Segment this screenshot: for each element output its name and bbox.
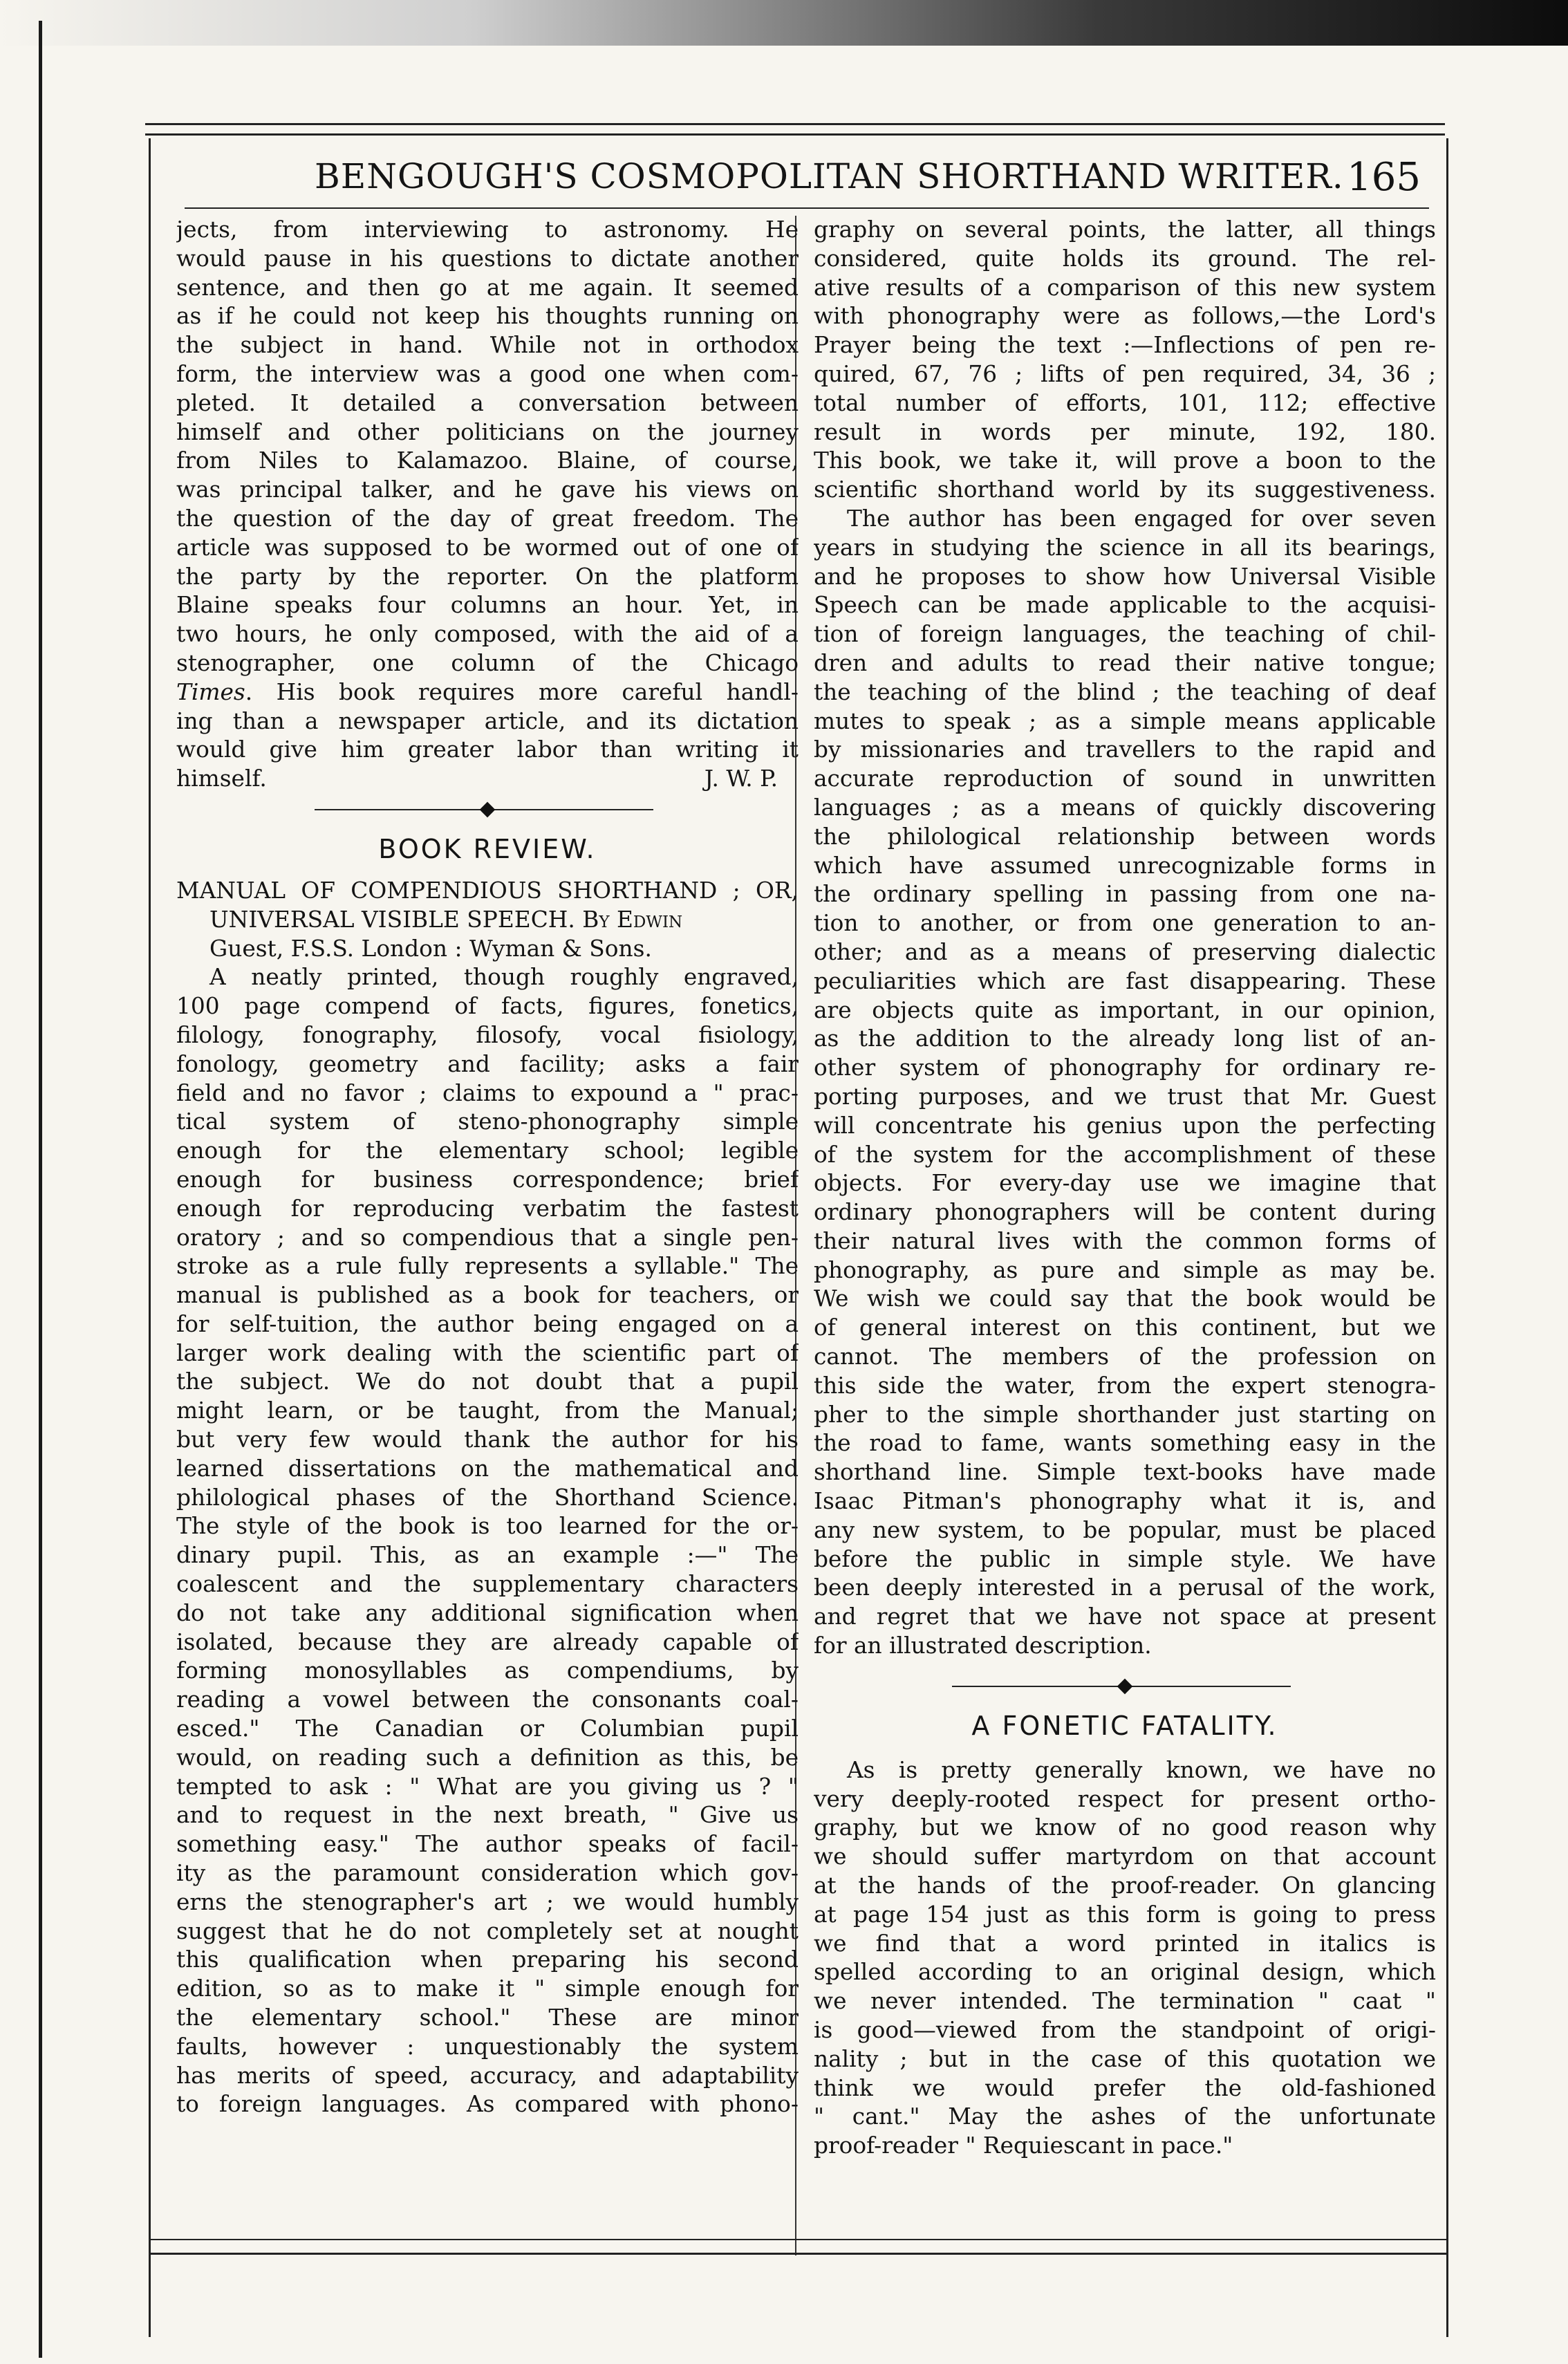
diamond-ornament-icon	[1117, 1679, 1133, 1695]
top-rule	[145, 133, 1445, 136]
text-line: mutes to speak ; as a simple means applicable	[814, 707, 1436, 734]
text-line: stroke as a rule fully represents a syllable." The	[176, 1253, 799, 1280]
signature-line	[176, 765, 799, 794]
text-line: would, on reading such a definition as this, be	[176, 1744, 799, 1771]
text-line: by missionaries and travellers to the rapid and	[814, 736, 1436, 763]
text-line: is good—viewed from the standpoint of origi-	[814, 2017, 1436, 2044]
text-line: as if he could not keep his thoughts running on	[176, 303, 799, 330]
page-frame	[149, 138, 1448, 2337]
text-line: philological phases of the Shorthand Science.	[176, 1484, 799, 1511]
text-line: phonography, as pure and simple as may be.	[814, 1256, 1436, 1283]
text-line: very deeply-rooted respect for present ortho-	[814, 1785, 1436, 1812]
text-line: coalescent and the supplementary characters	[176, 1571, 799, 1598]
top-rule	[145, 123, 1445, 125]
text-line: pleted. It detailed a conversation between	[176, 389, 799, 416]
continued-paragraph	[176, 216, 799, 794]
text-line: We wish we could say that the book would be	[814, 1285, 1436, 1312]
text-line: think we would prefer the old-fashioned	[814, 2074, 1436, 2101]
text-line: dren and adults to read their native tongue;	[814, 649, 1436, 676]
bottom-rule	[149, 2239, 1448, 2240]
text-line: from Niles to Kalamazoo. Blaine, of course,	[176, 447, 799, 474]
text-line: but very few would thank the author for his	[176, 1426, 799, 1453]
text-line: which have assumed unrecognizable forms in	[814, 852, 1436, 879]
text-line: and he proposes to show how Universal Visible	[814, 563, 1436, 590]
text-line: " cant." May the ashes of the unfortunate	[814, 2103, 1436, 2130]
text-line: any new system, to be popular, must be placed	[814, 1516, 1436, 1543]
text-line: ordinary phonographers will be content during	[814, 1199, 1436, 1226]
text-line: The style of the book is too learned for the or-	[176, 1513, 799, 1540]
running-title: BENGOUGH'S COSMOPOLITAN SHORTHAND WRITER.	[315, 156, 1344, 196]
text-line: As is pretty generally known, we have no	[847, 1756, 1436, 1783]
bib-line: MANUAL OF COMPENDIOUS SHORTHAND ; OR,	[176, 877, 799, 904]
text-line: to foreign languages. As compared with phono-	[176, 2091, 799, 2118]
text-line: has merits of speed, accuracy, and adaptability	[176, 2062, 799, 2089]
text-line: filology, fonography, filosofy, vocal fisiology,	[176, 1021, 799, 1048]
text-line: tion to another, or from one generation to an-	[814, 910, 1436, 937]
section-ornament	[814, 1670, 1436, 1705]
text-line: of general interest on this continent, but we	[814, 1314, 1436, 1341]
text-line: we never intended. The termination " caat "	[814, 1988, 1436, 2015]
text-line: their natural lives with the common forms of	[814, 1227, 1436, 1254]
text-line: enough for reproducing verbatim the fastest	[176, 1195, 799, 1222]
text-line: for an illustrated description.	[814, 1632, 1152, 1659]
text-line: the subject in hand. While not in orthodox	[176, 332, 799, 359]
frame-left-rule	[149, 138, 151, 2337]
text-line: oratory ; and so compendious that a single pen-	[176, 1224, 799, 1251]
text-line: ity as the paramount consideration which gov-	[176, 1860, 799, 1887]
text-line: will concentrate his genius upon the perfecting	[814, 1112, 1436, 1139]
binding-edge-rule	[39, 21, 42, 2358]
text-line: faults, however : unquestionably the system	[176, 2033, 799, 2060]
text-line: at page 154 just as this form is going to press	[814, 1901, 1436, 1928]
page-number: 165	[1347, 155, 1421, 200]
text-line: peculiarities which are fast disappearing. These	[814, 967, 1436, 994]
text-line: objects. For every-day use we imagine that	[814, 1170, 1436, 1197]
text-line: Times. His book requires more careful handl-	[176, 678, 799, 705]
text-line: considered, quite holds its ground. The rel-	[814, 245, 1436, 272]
text-line: graphy on several points, the latter, all things	[814, 216, 1436, 243]
text-line: sentence, and then go at me again. It seemed	[176, 274, 799, 301]
text-line: tempted to ask : " What are you giving us ? "	[176, 1773, 799, 1800]
text-line: dinary pupil. This, as an example :—" The	[176, 1542, 799, 1569]
text-line: porting purposes, and we trust that Mr. Guest	[814, 1083, 1436, 1110]
section-ornament	[176, 794, 799, 828]
text-line: enough for business correspondence; brief	[176, 1166, 799, 1193]
text-line: might learn, or be taught, from the Manual;	[176, 1397, 799, 1424]
text-line: languages ; as a means of quickly discovering	[814, 794, 1436, 821]
text-line: ing than a newspaper article, and its dictation	[176, 707, 799, 734]
text-line: learned dissertations on the mathematical and	[176, 1455, 799, 1482]
text-line: tical system of steno-phonography simple	[176, 1108, 799, 1135]
italic-word: Times	[176, 678, 245, 705]
text-line: Prayer being the text :—Inflections of pen re-	[814, 332, 1436, 359]
text-line: been deeply interested in a perusal of the work,	[814, 1574, 1436, 1601]
text-line: this qualification when preparing his second	[176, 1946, 799, 1973]
frame-right-rule	[1446, 138, 1448, 2337]
bibliographic-entry	[176, 877, 799, 963]
text-line: the philological relationship between words	[814, 823, 1436, 850]
text-line: the road to fame, wants something easy in the	[814, 1430, 1436, 1457]
text-line: manual is published as a book for teachers, or	[176, 1282, 799, 1309]
text-line: years in studying the science in all its bearings,	[814, 534, 1436, 561]
text-line: graphy, but we know of no good reason why	[814, 1814, 1436, 1841]
text-line: larger work dealing with the scientific part of	[176, 1339, 799, 1366]
text-line: fonology, geometry and facility; asks a fair	[176, 1050, 799, 1077]
text-line: forming monosyllables as compendiums, by	[176, 1657, 799, 1684]
text-line: proof-reader " Requiescant in pace."	[814, 2132, 1233, 2159]
text-line: esced." The Canadian or Columbian pupil	[176, 1715, 799, 1742]
text-line: The author has been engaged for over seven	[847, 505, 1436, 532]
text-line: cannot. The members of the profession on	[814, 1343, 1436, 1370]
text-line: spelled according to an original design, which	[814, 1959, 1436, 1986]
text-line: suggest that he do not completely set at nought	[176, 1917, 799, 1944]
text-line: shorthand line. Simple text-books have made	[814, 1459, 1436, 1486]
text-line: enough for the elementary school; legible	[176, 1137, 799, 1164]
text-line: isolated, because they are already capable of	[176, 1628, 799, 1655]
text-line: the subject. We do not doubt that a pupil	[176, 1368, 799, 1395]
text-line: would pause in his questions to dictate another	[176, 245, 799, 272]
text-line: A neatly printed, though roughly engraved,	[209, 964, 799, 991]
fatality-paragraph	[814, 1756, 1436, 2161]
right-column	[814, 216, 1436, 2161]
text-line: result in words per minute, 192, 180.	[814, 418, 1436, 445]
review-continued-paragraph	[814, 216, 1436, 1661]
closing-text: himself.	[176, 765, 267, 792]
review-paragraph	[176, 963, 799, 2119]
text-line: was principal talker, and he gave his views on	[176, 476, 799, 503]
text-line: ative results of a comparison of this new system	[814, 274, 1436, 301]
text-line: the teaching of the blind ; the teaching of deaf	[814, 678, 1436, 705]
text-line: stenographer, one column of the Chicago	[176, 649, 799, 676]
text-line: Isaac Pitman's phonography what it is, and	[814, 1488, 1436, 1515]
text-line: tion of foreign languages, the teaching of chil-	[814, 621, 1436, 648]
text-line: as the addition to the already long list of an-	[814, 1025, 1436, 1052]
text-line: this side the water, from the expert stenogra-	[814, 1372, 1436, 1399]
text-line: Blaine speaks four columns an hour. Yet, in	[176, 592, 799, 619]
text-line: the ordinary spelling in passing from one na-	[814, 881, 1436, 908]
text-line: edition, so as to make it " simple enough for	[176, 1975, 799, 2002]
text-line: we should suffer martyrdom on that account	[814, 1843, 1436, 1870]
text-line: at the hands of the proof-reader. On glancing	[814, 1872, 1436, 1899]
text-line: pher to the simple shorthander just starting on	[814, 1401, 1436, 1428]
text-line: field and no favor ; claims to expound a " prac-	[176, 1079, 799, 1106]
header-rule	[185, 207, 1429, 209]
text-line: form, the interview was a good one when com-	[176, 360, 799, 387]
text-line: erns the stenographer's art ; we would humbly	[176, 1888, 799, 1915]
text-line: article was supposed to be wormed out of one of	[176, 534, 799, 561]
text-line: and regret that we have not space at present	[814, 1603, 1436, 1630]
text-line: other system of phonography for ordinary re-	[814, 1054, 1436, 1081]
running-header	[149, 151, 1448, 206]
text-line: are objects quite as important, in our opinion,	[814, 996, 1436, 1023]
text-line: do not take any additional signification when	[176, 1599, 799, 1626]
text-line: himself and other politicians on the journey	[176, 418, 799, 445]
bib-line: Guest, F.S.S. London : Wyman & Sons.	[209, 935, 652, 962]
text-line: scientific shorthand world by its suggestiveness.	[814, 476, 1436, 503]
diamond-ornament-icon	[480, 802, 496, 818]
text-line: the elementary school." These are minor	[176, 2004, 799, 2031]
text-line: with phonography were as follows,—the Lord's	[814, 303, 1436, 330]
page-top-shadow	[0, 0, 1568, 46]
text-line: would give him greater labor than writing it	[176, 736, 799, 763]
text-line: for self-tuition, the author being engaged on a	[176, 1310, 799, 1337]
bottom-rule	[149, 2253, 1448, 2255]
text-line: Speech can be made applicable to the acquisi-	[814, 592, 1436, 619]
left-column	[176, 216, 799, 2119]
text-line: something easy." The author speaks of facil-	[176, 1831, 799, 1858]
text-line: other; and as a means of preserving dialectic	[814, 938, 1436, 965]
book-review-heading: BOOK REVIEW.	[378, 833, 597, 864]
text-line: before the public in simple style. We have	[814, 1545, 1436, 1572]
bib-line: UNIVERSAL VISIBLE SPEECH. By Edwin	[209, 906, 683, 933]
text-line: This book, we take it, will prove a boon to the	[814, 447, 1436, 474]
text-line: total number of efforts, 101, 112; effective	[814, 389, 1436, 416]
text-line: and to request in the next breath, " Give us	[176, 1802, 799, 1829]
text-line: of the system for the accomplishment of these	[814, 1141, 1436, 1168]
text-line: reading a vowel between the consonants coal-	[176, 1686, 799, 1713]
text-line: 100 page compend of facts, figures, fonetics,	[176, 993, 799, 1020]
text-line: nality ; but in the case of this quotation we	[814, 2045, 1436, 2072]
text-line: the party by the reporter. On the platform	[176, 563, 799, 590]
fonetic-fatality-heading: A FONETIC FATALITY.	[971, 1710, 1278, 1741]
text-line: the question of the day of great freedom. The	[176, 505, 799, 532]
text-line: we find that a word printed in italics is	[814, 1930, 1436, 1957]
text-line: quired, 67, 76 ; lifts of pen required, 34, 36 ;	[814, 360, 1436, 387]
text-line: accurate reproduction of sound in unwritten	[814, 765, 1436, 792]
author-initials: J. W. P.	[704, 765, 778, 792]
text-line: two hours, he only composed, with the aid of a	[176, 621, 799, 648]
text-line: jects, from interviewing to astronomy. He	[176, 216, 799, 243]
